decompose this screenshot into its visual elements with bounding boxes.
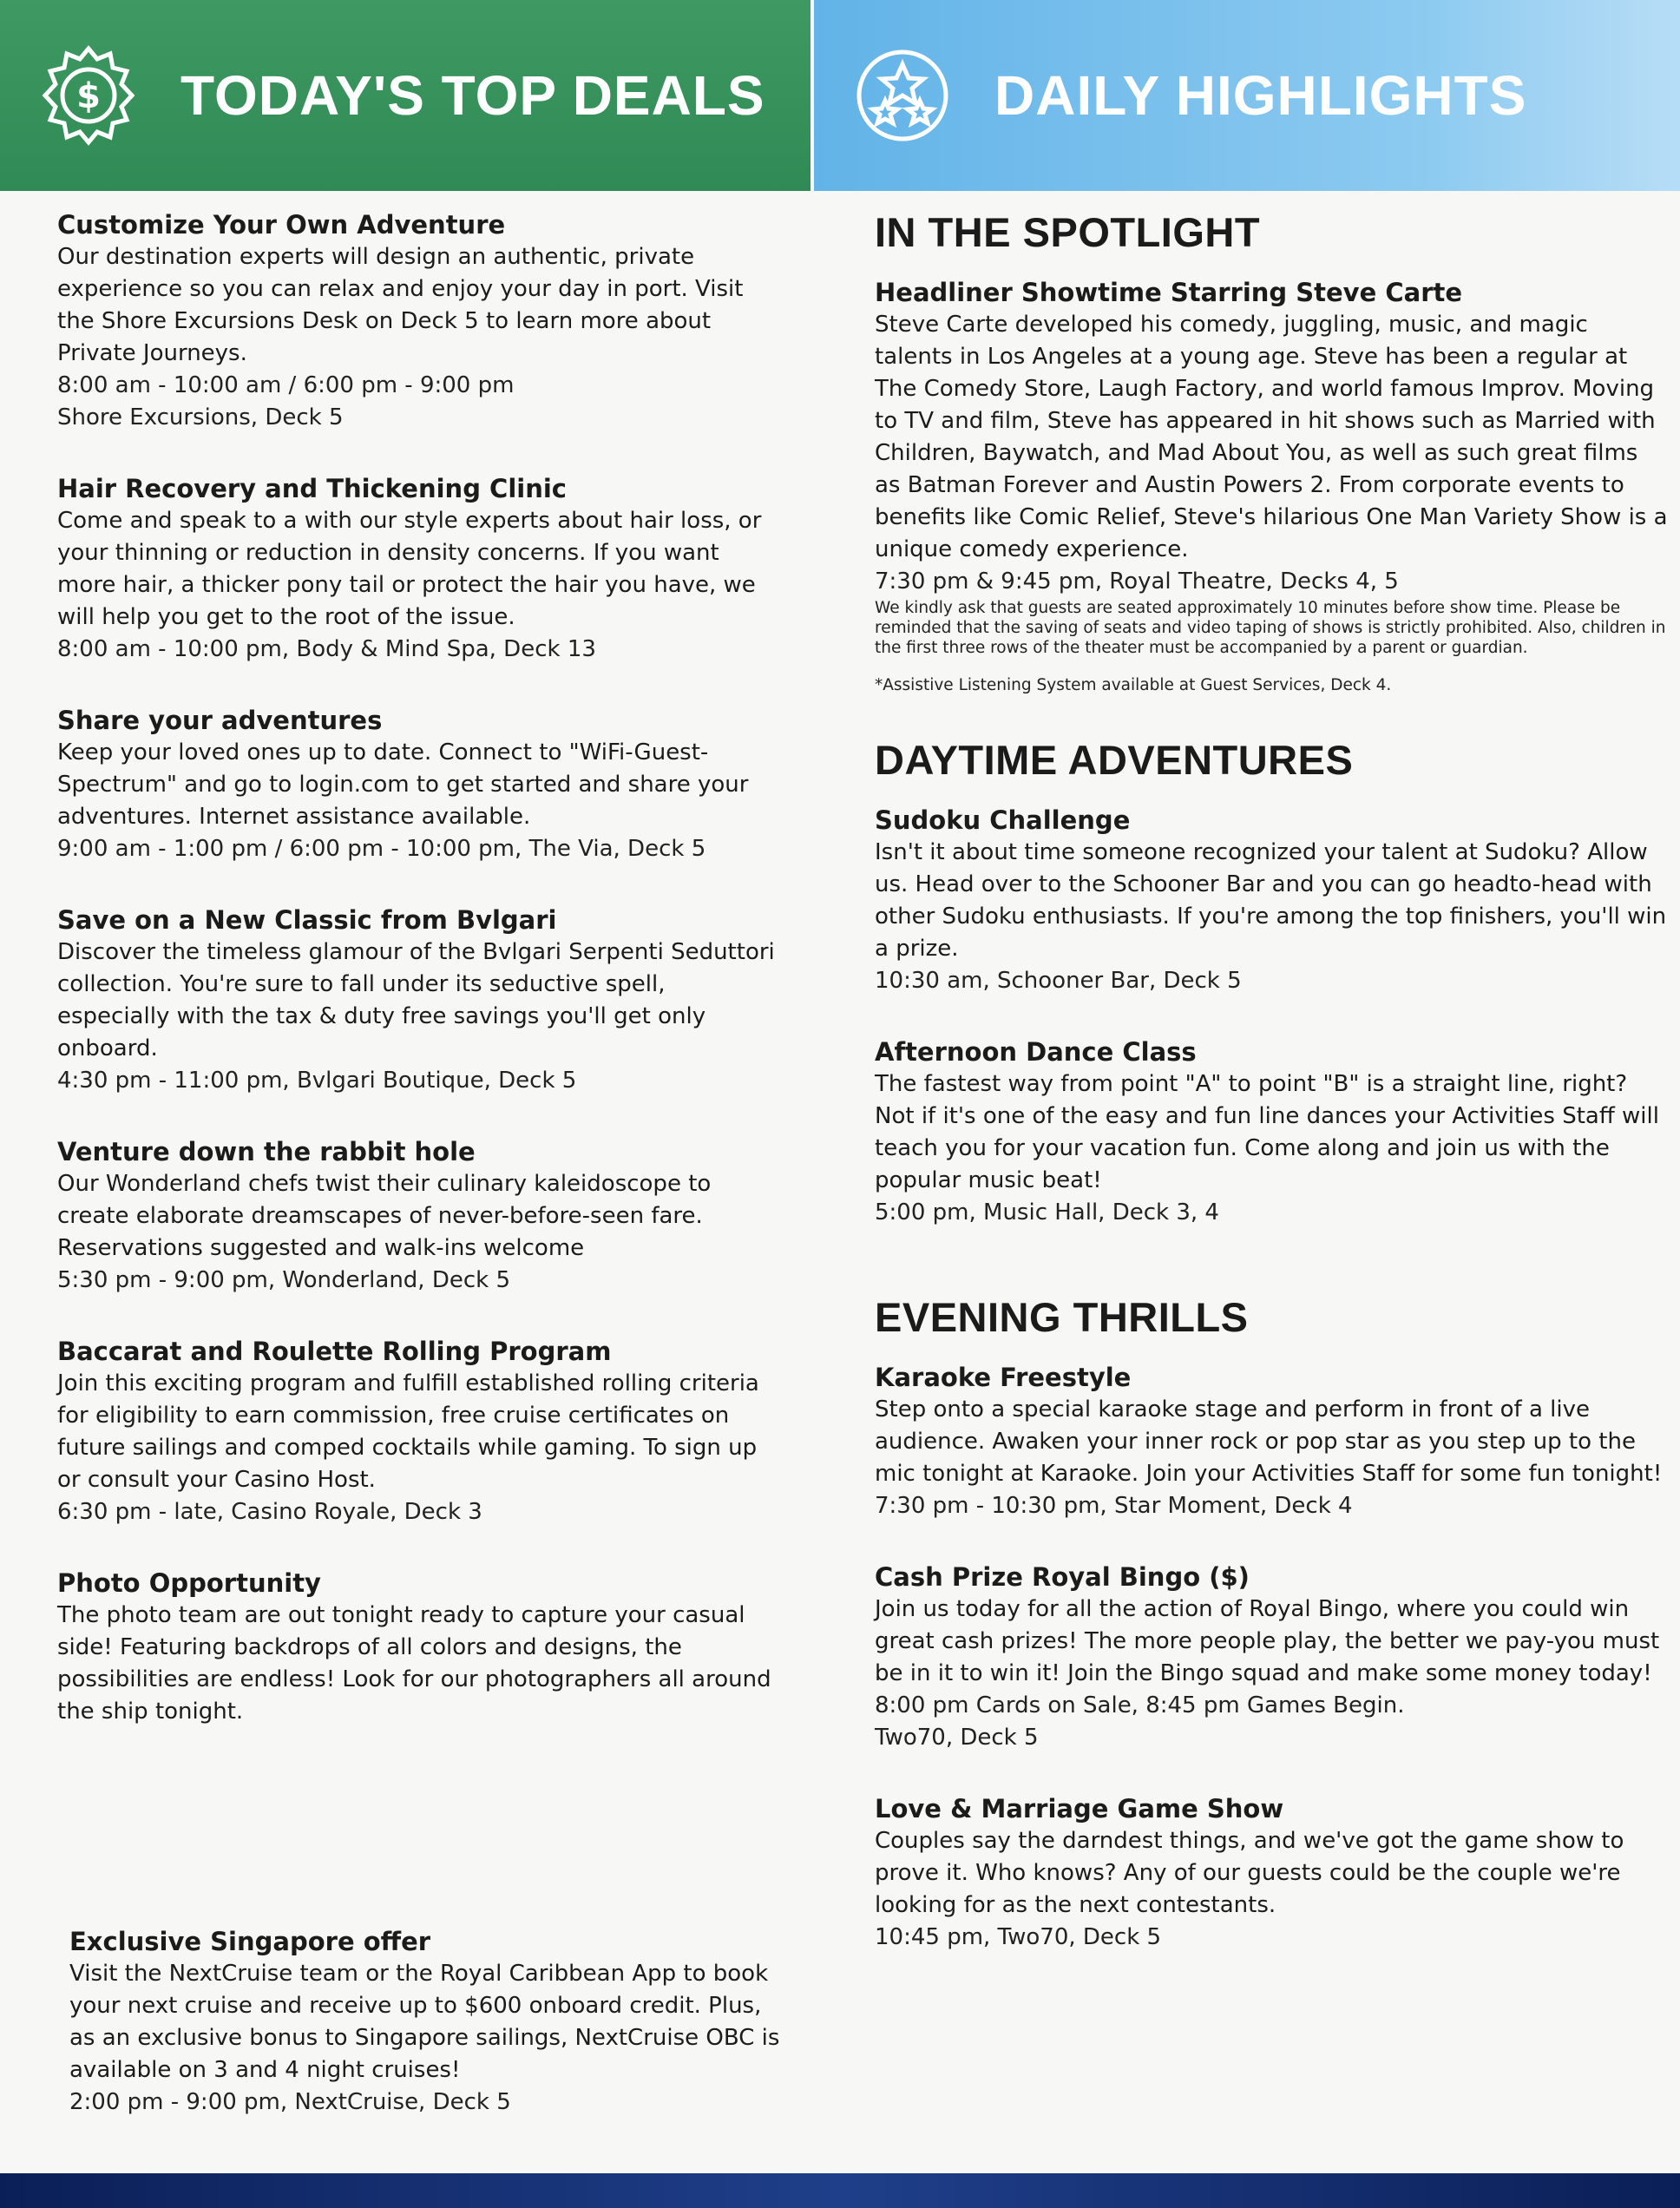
deal-item bbox=[57, 472, 778, 666]
deal-description: Come and speak to a with our style experts about hair loss, or your thinning or reduction in density concerns. If you want more hair, a thicker pony tail or protect the hair you have, we will help you get to the root of the issue. bbox=[57, 508, 762, 630]
deal-title: Save on a New Classic from Bvlgari bbox=[57, 905, 557, 935]
highlights-column bbox=[875, 208, 1670, 1994]
deal-title: Venture down the rabbit hole bbox=[57, 1137, 476, 1166]
daytime-time: 5:00 pm, Music Hall, Deck 3, 4 bbox=[875, 1199, 1219, 1226]
deal-title: Photo Opportunity bbox=[57, 1568, 321, 1598]
spotlight-heading: IN THE SPOTLIGHT bbox=[875, 209, 1261, 255]
daytime-item bbox=[875, 1035, 1670, 1229]
deal-item bbox=[57, 1335, 778, 1528]
evening-section bbox=[875, 1293, 1670, 1954]
deal-item bbox=[57, 208, 778, 434]
deal-title: Baccarat and Roulette Rolling Program bbox=[57, 1337, 612, 1366]
deals-title: TODAY'S TOP DEALS bbox=[180, 64, 765, 127]
daytime-description: The fastest way from point "A" to point "B" is a straight line, right? Not if it's one of the easy and fun line dances your Activities Staff will teach you for your vacation fun. Come along and join us with the popular music beat! bbox=[875, 1071, 1659, 1193]
daytime-heading: DAYTIME ADVENTURES bbox=[875, 737, 1354, 783]
daytime-item bbox=[875, 804, 1670, 997]
spotlight-description: Steve Carte developed his comedy, juggling, music, and magic talents in Los Angeles at a young age. Steve has been a regular at The Comedy Store, Laugh Factory, and world famous Improv. Moving to TV and film, Steve has appeared in hit shows such as Married with Children, Baywatch, and Mad About You, as well as such great films as Batman Forever and Austin Powers 2. From corporate events to benefits like Comic Relief, Steve's hilarious One Man Variety Show is a unique comedy experience. bbox=[875, 312, 1668, 562]
evening-title: Cash Prize Royal Bingo ($) bbox=[875, 1562, 1250, 1592]
assistive-listening-note: *Assistive Listening System available at Guest Services, Deck 4. bbox=[875, 676, 1392, 694]
deal-title: Share your adventures bbox=[57, 706, 383, 735]
dollar-badge-icon bbox=[36, 43, 141, 148]
daytime-time: 10:30 am, Schooner Bar, Deck 5 bbox=[875, 968, 1242, 994]
evening-location: Two70, Deck 5 bbox=[875, 1725, 1039, 1751]
deal-item bbox=[57, 1135, 778, 1297]
stars-badge-icon bbox=[850, 43, 955, 148]
deal-title: Customize Your Own Adventure bbox=[57, 210, 506, 240]
highlights-banner bbox=[814, 0, 1680, 191]
deal-item bbox=[57, 904, 778, 1097]
deal-time: 9:00 am - 1:00 pm / 6:00 pm - 10:00 pm, The Via, Deck 5 bbox=[57, 836, 706, 862]
daytime-title: Sudoku Challenge bbox=[875, 805, 1131, 835]
evening-item bbox=[875, 1561, 1670, 1754]
daytime-description: Isn't it about time someone recognized your talent at Sudoku? Allow us. Head over to the Schooner Bar and you can go headto-head with other Sudoku enthusiasts. If you're among the top finishers, you'll win a prize. bbox=[875, 839, 1667, 962]
deal-time: 4:30 pm - 11:00 pm, Bvlgari Boutique, Deck 5 bbox=[57, 1068, 577, 1094]
evening-item bbox=[875, 1792, 1670, 1954]
exclusive-time: 2:00 pm - 9:00 pm, NextCruise, Deck 5 bbox=[69, 2089, 511, 2115]
deal-time: 6:30 pm - late, Casino Royale, Deck 3 bbox=[57, 1499, 482, 1525]
evening-title: Karaoke Freestyle bbox=[875, 1363, 1132, 1392]
footer-bar bbox=[0, 2173, 1680, 2208]
deals-banner bbox=[0, 0, 810, 191]
deal-description: Keep your loved ones up to date. Connect to "WiFi-Guest-Spectrum" and go to login.com to get started and share your adventures. Internet assistance available. bbox=[57, 739, 749, 830]
spotlight-note: We kindly ask that guests are seated approximately 10 minutes before show time. Please be reminded that the saving of seats and video taping of shows is strictly prohibited. Also, children in the first three rows of the theater must be accompanied by a parent or guardian. bbox=[875, 599, 1666, 657]
evening-item bbox=[875, 1361, 1670, 1522]
exclusive-description: Visit the NextCruise team or the Royal Caribbean App to book your next cruise and receive up to $600 onboard credit. Plus, as an exclusive bonus to Singapore sailings, NextCruise OBC is available on 3 and 4 night cruises! bbox=[69, 1961, 780, 2083]
deal-description: Discover the timeless glamour of the Bvlgari Serpenti Seduttori collection. You're sure to fall under its seductive spell, especially with the tax & duty free savings you'll get only onboard. bbox=[57, 939, 775, 1061]
evening-time: 10:45 pm, Two70, Deck 5 bbox=[875, 1924, 1162, 1950]
deal-time: 5:30 pm - 9:00 pm, Wonderland, Deck 5 bbox=[57, 1267, 511, 1293]
spotlight-section bbox=[875, 208, 1670, 696]
evening-title: Love & Marriage Game Show bbox=[875, 1794, 1284, 1824]
deal-description: The photo team are out tonight ready to capture your casual side! Featuring backdrops of all colors and designs, the possibilities are endless! Look for our photographers all around the ship tonight. bbox=[57, 1602, 771, 1725]
deal-item bbox=[57, 1567, 778, 1728]
daytime-section bbox=[875, 736, 1670, 1229]
evening-description: Couples say the darndest things, and we've got the game show to prove it. Who knows? Any of our guests could be the couple we're looking for as the next contestants. bbox=[875, 1828, 1624, 1918]
spotlight-title: Headliner Showtime Starring Steve Carte bbox=[875, 278, 1463, 307]
evening-heading: EVENING THRILLS bbox=[875, 1294, 1249, 1340]
deal-title: Hair Recovery and Thickening Clinic bbox=[57, 474, 567, 503]
svg-text:$: $ bbox=[76, 76, 101, 116]
exclusive-title: Exclusive Singapore offer bbox=[69, 1927, 431, 1956]
evening-time: 7:30 pm - 10:30 pm, Star Moment, Deck 4 bbox=[875, 1493, 1353, 1519]
deal-description: Our destination experts will design an authentic, private experience so you can relax and enjoy your day in port. Visit the Shore Excursions Desk on Deck 5 to learn more about Private Journeys. bbox=[57, 244, 744, 366]
spotlight-time: 7:30 pm & 9:45 pm, Royal Theatre, Decks 4, 5 bbox=[875, 568, 1399, 595]
highlights-title: DAILY HIGHLIGHTS bbox=[994, 64, 1527, 127]
deal-item bbox=[57, 704, 778, 865]
deal-time: 8:00 am - 10:00 am / 6:00 pm - 9:00 pm bbox=[57, 372, 515, 398]
deals-column bbox=[57, 208, 778, 1766]
deal-time: 8:00 am - 10:00 pm, Body & Mind Spa, Deck 13 bbox=[57, 636, 596, 662]
deal-description: Join this exciting program and fulfill established rolling criteria for eligibility to earn commission, free cruise certificates on future sailings and comped cocktails while gaming. To sign up or consult your Casino Host. bbox=[57, 1370, 759, 1493]
evening-description: Join us today for all the action of Royal Bingo, where you could win great cash prizes! The more people play, the better we pay-you must be in it to win it! Join the Bingo squad and make some money today! bbox=[875, 1596, 1660, 1686]
exclusive-offer bbox=[69, 1925, 781, 2119]
deal-location: Shore Excursions, Deck 5 bbox=[57, 404, 344, 430]
deal-description: Our Wonderland chefs twist their culinary kaleidoscope to create elaborate dreamscapes of never-before-seen fare. Reservations suggested and walk-ins welcome bbox=[57, 1171, 712, 1261]
evening-description: Step onto a special karaoke stage and perform in front of a live audience. Awaken your inner rock or pop star as you step up to the mic tonight at Karaoke. Join your Activities Staff for some fun tonight! bbox=[875, 1396, 1663, 1487]
daytime-title: Afternoon Dance Class bbox=[875, 1037, 1197, 1067]
evening-time: 8:00 pm Cards on Sale, 8:45 pm Games Begin. bbox=[875, 1692, 1405, 1718]
